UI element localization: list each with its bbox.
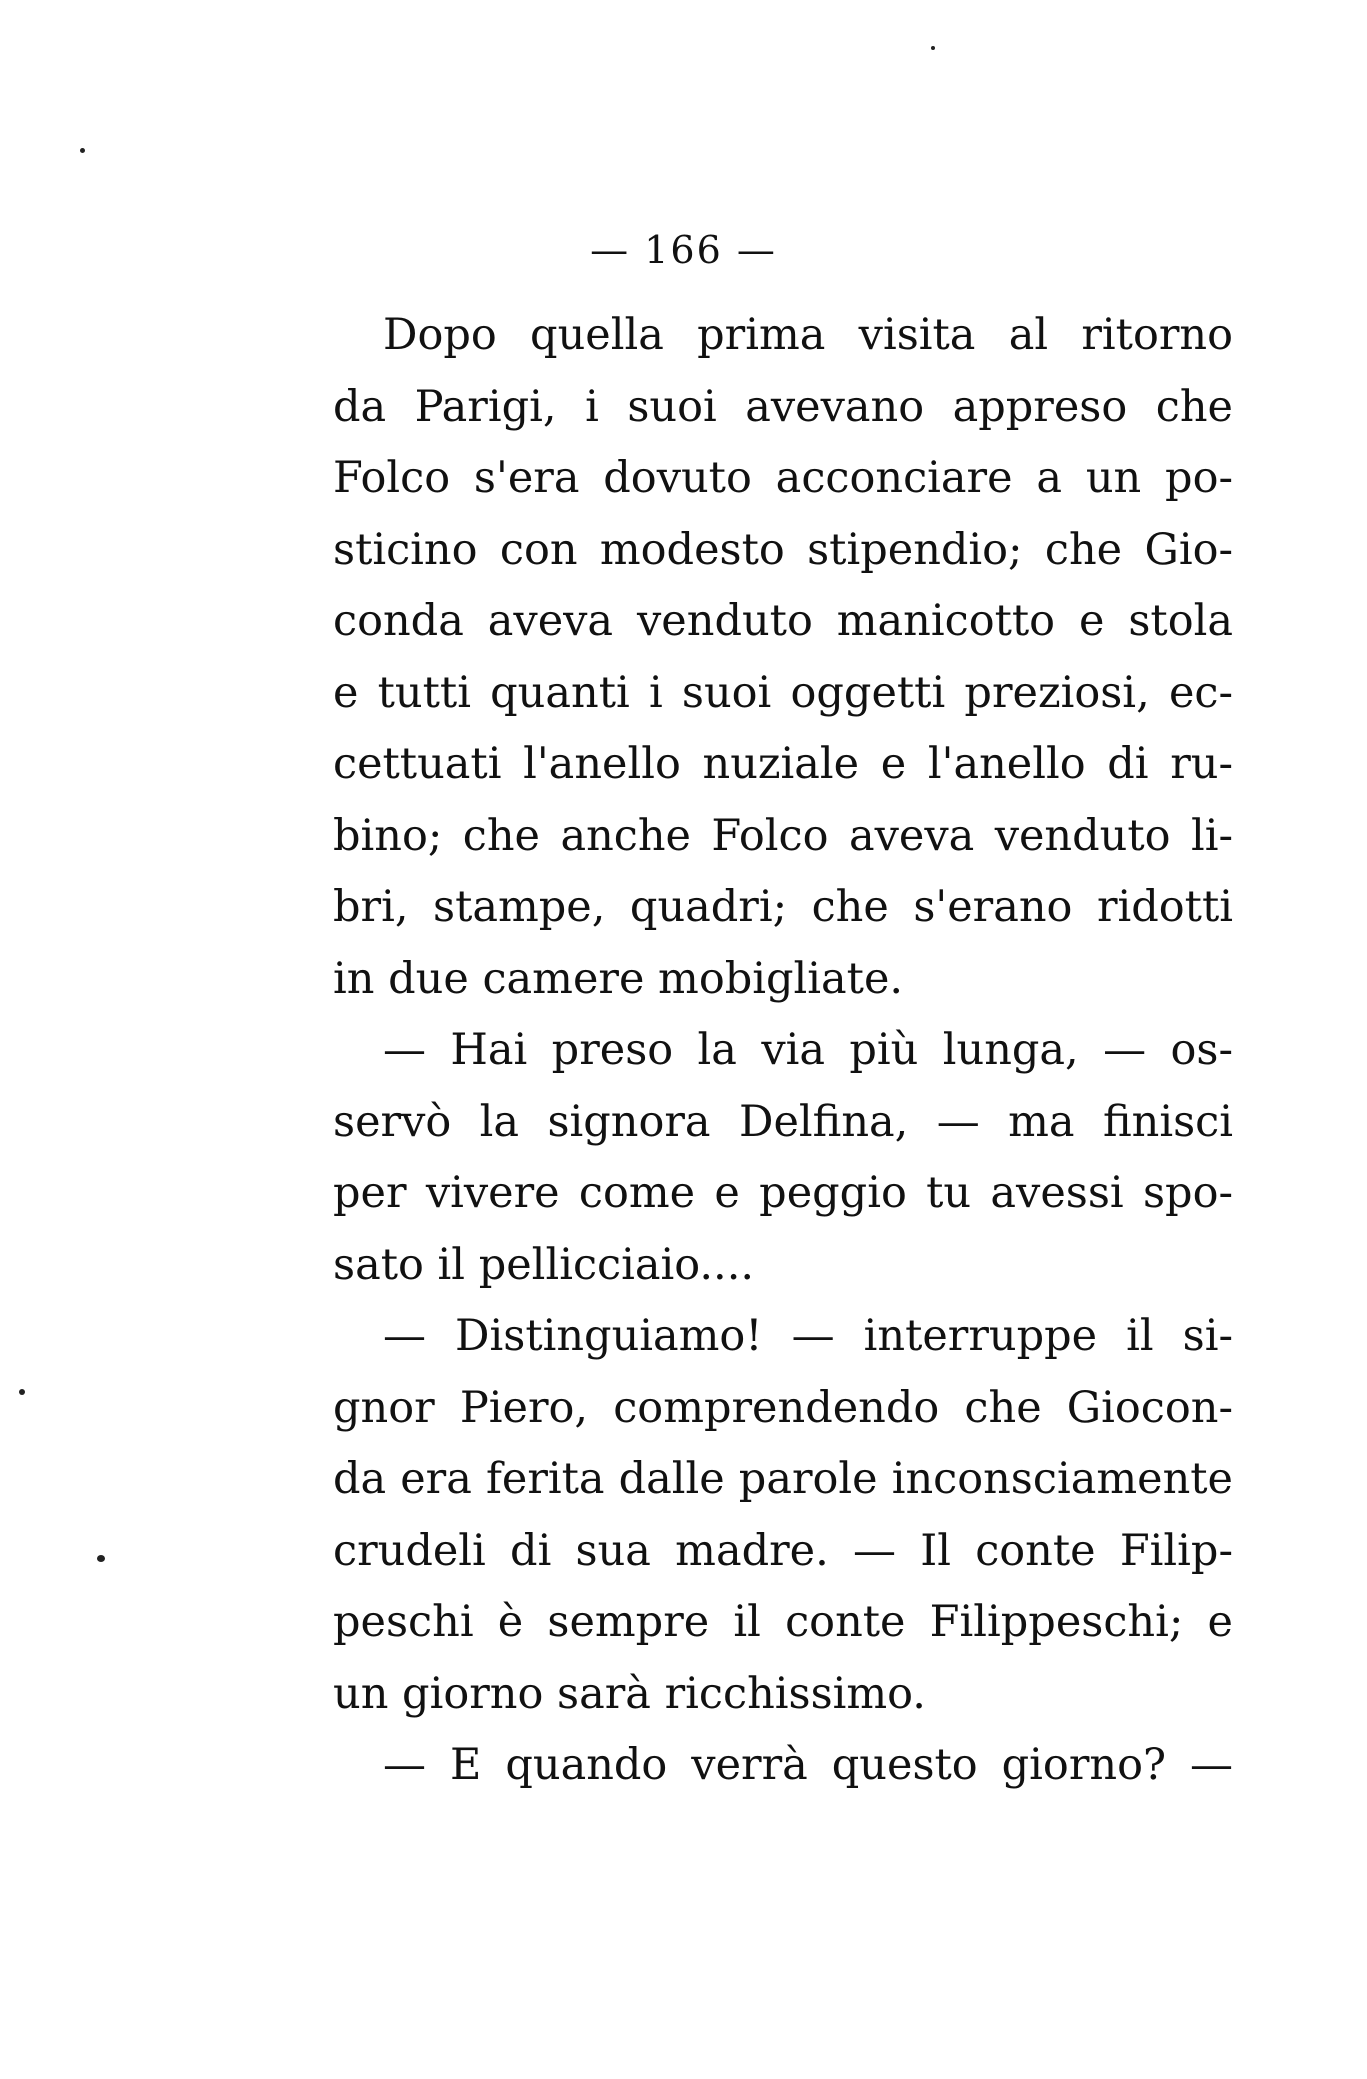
text-line: crudeli di sua madre. — Il conte Filip- [333, 1525, 1233, 1576]
body-text [333, 300, 1233, 1802]
text-line: cettuati l'anello nuziale e l'anello di ru- [333, 739, 1233, 789]
text-line: bino; che anche Folco aveva venduto li- [333, 810, 1233, 861]
scan-speck [80, 148, 85, 153]
page-number: — 166 — [590, 228, 777, 272]
text-line: — Hai preso la via più lunga, — os- [383, 1025, 1233, 1075]
text-line: un giorno sarà ricchissimo. [333, 1668, 926, 1719]
text-line: Folco s'era dovuto acconciare a un po- [333, 453, 1233, 503]
text-line: in due camere mobigliate. [333, 953, 904, 1004]
text-line: sticino con modesto stipendio; che Gio- [333, 524, 1233, 575]
text-line: da Parigi, i suoi avevano appreso che [333, 381, 1233, 432]
text-line: Dopo quella prima visita al ritorno [383, 310, 1233, 360]
scan-speck [19, 1389, 25, 1395]
text-line: — Distinguiamo! — interruppe il si- [383, 1311, 1233, 1361]
text-line: da era ferita dalle parole inconsciamente [333, 1454, 1233, 1504]
text-line: servò la signora Delfina, — ma finisci [333, 1096, 1233, 1147]
text-line: gnor Piero, comprendendo che Giocon- [333, 1382, 1233, 1433]
scan-speck [97, 1555, 105, 1562]
text-line: per vivere come e peggio tu avessi spo- [333, 1168, 1233, 1218]
scan-speck [931, 46, 935, 50]
text-line: conda aveva venduto manicotto e stola [333, 596, 1233, 646]
text-line: sato il pellicciaio.... [333, 1239, 755, 1290]
text-line: — E quando verrà questo giorno? — [383, 1740, 1233, 1790]
text-line: e tutti quanti i suoi oggetti preziosi, ec- [333, 667, 1233, 718]
text-line: peschi è sempre il conte Filippeschi; e [333, 1597, 1233, 1647]
text-line: bri, stampe, quadri; che s'erano ridotti [333, 882, 1233, 932]
